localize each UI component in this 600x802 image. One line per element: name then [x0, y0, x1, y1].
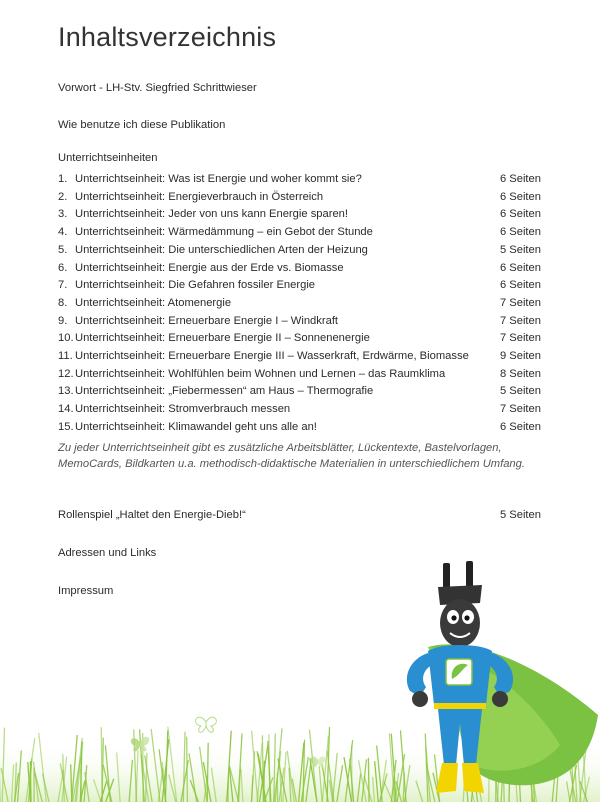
toc-title: Unterrichtseinheit: Die Gefahren fossiler Energie [75, 279, 316, 292]
toc-pages: 7 Seiten [499, 403, 541, 416]
toc-title: Unterrichtseinheit: Was ist Energie und woher kommt sie? [75, 173, 362, 185]
toc-pages: 7 Seiten [499, 314, 541, 327]
toc-pages: 6 Seiten [499, 226, 541, 239]
toc-title: Unterrichtseinheit: Energie aus der Erde vs. Biomasse [75, 261, 344, 274]
toc-title: Unterrichtseinheit: „Fiebermessen“ am Haus – Thermografie [75, 385, 374, 398]
toc-row[interactable] [58, 173, 541, 188]
toc-row[interactable] [58, 315, 541, 330]
toc-title: Unterrichtseinheit: Stromverbrauch messen [75, 403, 291, 416]
toc-row[interactable] [58, 279, 541, 294]
toc-number: 8. [58, 296, 68, 309]
butterfly-icon [196, 717, 217, 732]
toc-pages: 7 Seiten [499, 332, 541, 345]
toc-title: Unterrichtseinheit: Jeder von uns kann Energie sparen! [75, 208, 349, 221]
section-heading-units: Unterrichtseinheiten [58, 152, 158, 164]
toc-title: Unterrichtseinheit: Energieverbrauch in Österreich [75, 190, 324, 203]
toc-pages: 6 Seiten [499, 190, 541, 203]
toc-row[interactable] [58, 191, 541, 206]
toc-pages: 8 Seiten [499, 367, 541, 380]
toc-title: Unterrichtseinheit: Wohlfühlen beim Wohnen und Lernen – das Raumklima [75, 367, 446, 380]
toc-number: 3. [58, 208, 68, 221]
toc-pages: 6 Seiten [499, 208, 541, 221]
toc-entry-roleplay[interactable] [58, 509, 541, 524]
toc-number: 1. [58, 173, 68, 185]
toc-pages: 6 Seiten [499, 173, 541, 185]
toc-pages: 9 Seiten [499, 350, 541, 362]
toc-entry-imprint[interactable]: Impressum [58, 585, 114, 597]
toc-row[interactable] [58, 226, 541, 241]
toc-number: 10. [58, 332, 74, 345]
toc-row[interactable] [58, 332, 541, 347]
toc-number: 5. [58, 243, 68, 256]
toc-title: Unterrichtseinheit: Erneuerbare Energie I – Windkraft [75, 314, 339, 327]
toc-row[interactable] [58, 421, 541, 436]
toc-number: 9. [58, 314, 68, 327]
toc-pages: 6 Seiten [499, 420, 541, 433]
toc-number: 2. [58, 190, 68, 203]
toc-title: Unterrichtseinheit: Atomenergie [75, 296, 232, 309]
toc-row[interactable] [58, 368, 541, 383]
toc-pages: 5 Seiten [499, 509, 541, 521]
toc-row[interactable] [58, 297, 541, 312]
toc-number: 4. [58, 226, 68, 239]
toc-pages: 5 Seiten [499, 243, 541, 256]
toc-pages: 6 Seiten [499, 279, 541, 292]
toc-number: 7. [58, 279, 68, 292]
plug-superhero-illustration [300, 555, 600, 802]
toc-entry-foreword[interactable]: Vorwort - LH-Stv. Siegfried Schrittwieser [58, 82, 257, 94]
units-note: Zu jeder Unterrichtseinheit gibt es zusätzliche Arbeitsblätter, Lückentexte, Bastelvorlagen, MemoCards, Bildkarten u.a. methodisch-didaktische Materialien in unterschiedlichem Umfang. [58, 442, 525, 470]
toc-pages: 7 Seiten [499, 296, 541, 309]
toc-number: 11. [58, 350, 73, 362]
toc-title: Unterrichtseinheit: Die unterschiedlichen Arten der Heizung [75, 243, 368, 256]
page-title: Inhaltsverzeichnis [58, 22, 277, 53]
toc-title: Unterrichtseinheit: Erneuerbare Energie II – Sonnenenergie [75, 332, 370, 345]
toc-number: 13. [58, 385, 74, 398]
toc-title: Unterrichtseinheit: Wärmedämmung – ein Gebot der Stunde [75, 226, 373, 239]
toc-entry-howto[interactable]: Wie benutze ich diese Publikation [58, 119, 226, 131]
toc-title: Unterrichtseinheit: Erneuerbare Energie III – Wasserkraft, Erdwärme, Biomasse [75, 350, 469, 362]
toc-pages: 5 Seiten [499, 385, 541, 398]
toc-title: Unterrichtseinheit: Klimawandel geht uns alle an! [75, 420, 317, 433]
toc-number: 12. [58, 367, 74, 380]
toc-row[interactable] [58, 385, 541, 400]
toc-row[interactable] [58, 244, 541, 259]
toc-number: 15. [58, 420, 74, 433]
toc-row[interactable] [58, 208, 541, 223]
toc-number: 6. [58, 261, 68, 274]
toc-number: 14. [58, 403, 74, 416]
toc-entry-addresses[interactable]: Adressen und Links [58, 547, 157, 559]
toc-pages: 6 Seiten [499, 261, 541, 274]
toc-row[interactable] [58, 350, 541, 365]
toc-row[interactable] [58, 403, 541, 418]
toc-row[interactable] [58, 262, 541, 277]
toc-title: Rollenspiel „Haltet den Energie-Dieb!“ [58, 509, 246, 521]
